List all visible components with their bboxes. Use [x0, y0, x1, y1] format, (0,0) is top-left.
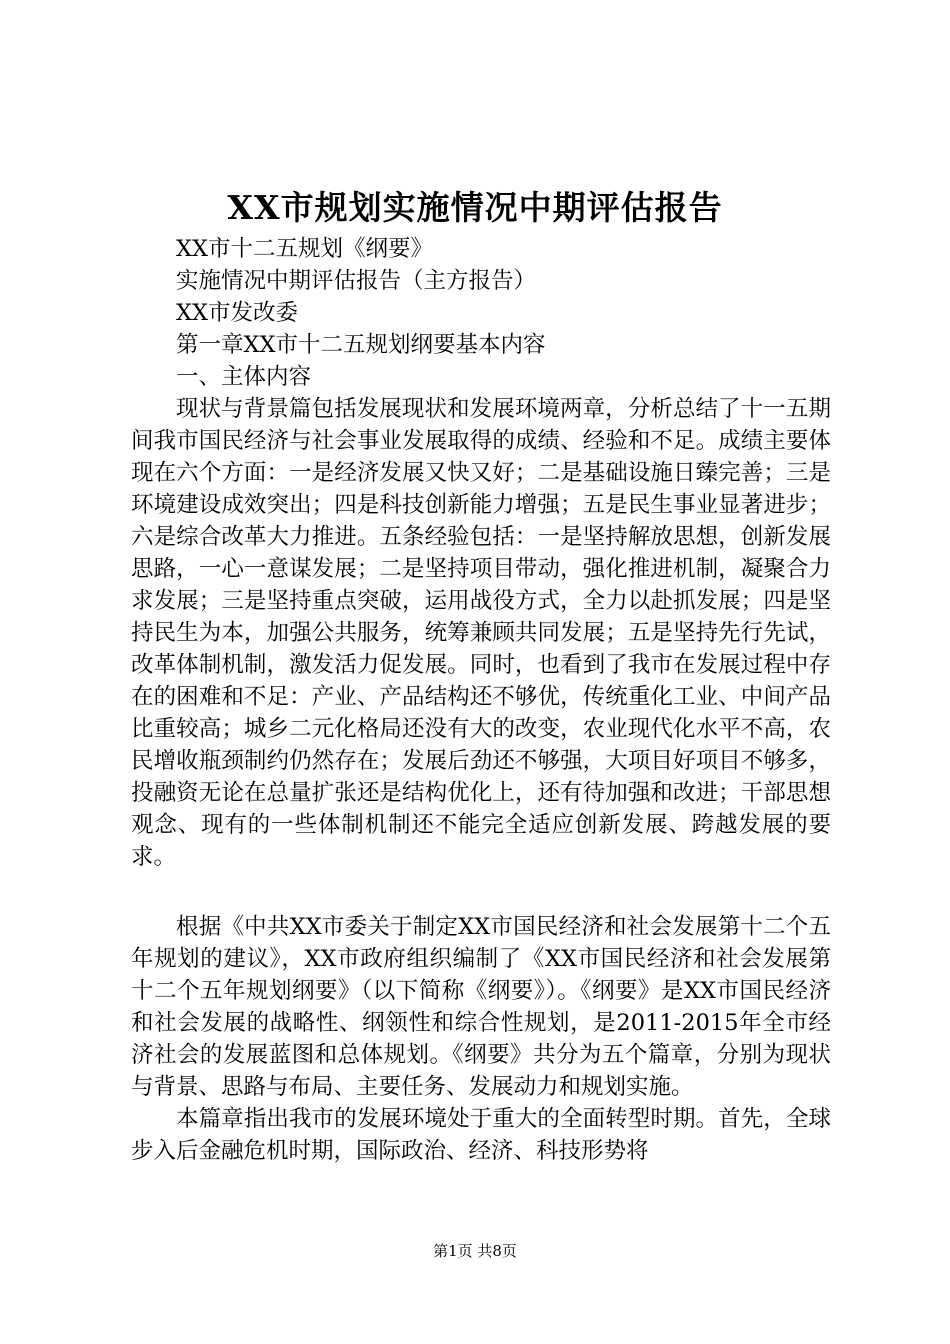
paragraph-outline: 根据《中共XX市委关于制定XX市国民经济和社会发展第十二个五年规划的建议》，XX市政府组织编制了《XX市国民经济和社会发展第十二个五年规划纲要》（以下简称《纲要》）。《纲要》是XX市国民经济和社会发展的战略性、纲领性和综合性规划，是2011-2015年全市经济社会的发展蓝图和总体规划。《纲要》共分为五个篇章，分别为现状与背景、思路与布局、主要任务、发展动力和规划实施。: [131, 914, 831, 1100]
author-line: XX市发改委: [176, 300, 299, 326]
section-heading: 一、主体内容: [176, 364, 312, 390]
paragraph-background: 现状与背景篇包括发展现状和发展环境两章，分析总结了十一五期间我市国民经济与社会事业发展取得的成绩、经验和不足。成绩主要体现在六个方面：一是经济发展又快又好；二是基础设施日臻完善；三是环境建设成效突出；四是科技创新能力增强；五是民生事业显著进步；六是综合改革大力推进。五条经验包括：一是坚持解放思想，创新发展思路，一心一意谋发展；二是坚持项目带动，强化推进机制，凝聚合力求发展；三是坚持重点突破，运用战役方式，全力以赴抓发展；四是坚持民生为本，加强公共服务，统筹兼顾共同发展；五是坚持先行先试，改革体制机制，激发活力促发展。同时，也看到了我市在发展过程中存在的困难和不足：产业、产品结构还不够优，传统重化工业、中间产品比重较高；城乡二元化格局还没有大的改变，农业现代化水平不高，农民增收瓶颈制约仍然存在；发展后劲还不够强，大项目好项目不够多，投融资无论在总量扩张还是结构优化上，还有待加强和改进；干部思想观念、现有的一些体制机制还不能完全适应创新发展、跨越发展的要求。: [131, 396, 831, 870]
paragraph-gap: [131, 873, 831, 911]
page-footer: 第1页 共8页: [433, 1242, 517, 1260]
subtitle-line: XX市十二五规划《纲要》: [176, 236, 434, 262]
report-name-line: 实施情况中期评估报告（主方报告）: [176, 268, 537, 294]
chapter-heading: 第一章XX市十二五规划纲要基本内容: [176, 332, 546, 358]
document-title: XX市规划实施情况中期评估报告: [227, 188, 723, 227]
document-body: [131, 233, 831, 1167]
paragraph-environment: 本篇章指出我市的发展环境处于重大的全面转型时期。首先，全球步入后金融危机时期，国际政治、经济、科技形势将: [131, 1106, 831, 1164]
